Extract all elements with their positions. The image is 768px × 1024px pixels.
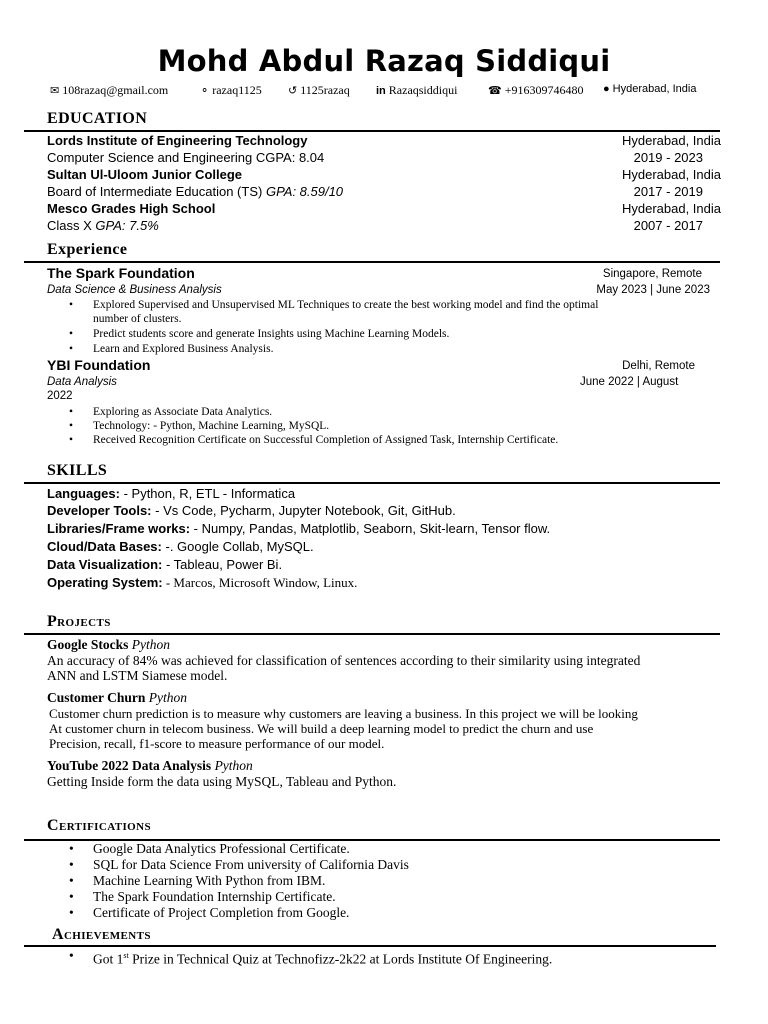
cert-item-5: • Certificate of Project Completion from Google. [69, 905, 350, 920]
project-desc-2-line-1: Customer churn prediction is to measure why customers are leaving a business. In this project we will be looking [49, 706, 638, 721]
project-title-3: YouTube 2022 Data Analysis Python [47, 758, 253, 773]
edu-school-2: Sultan Ul-Uloom Junior College [47, 167, 243, 182]
exp1-bullet-3: • Learn and Explored Business Analysis. [69, 343, 274, 355]
project-desc-2-line-2: At customer churn in telecom business. We will build a deep learning model to predict the churn and use [49, 721, 594, 736]
exp2-bullet-1: • Exploring as Associate Data Analytics. [69, 406, 273, 418]
cert-item-4: • The Spark Foundation Internship Certificate. [69, 889, 336, 904]
edu-dates-1: 2019 - 2023 [633, 150, 703, 165]
cert-item-3: • Machine Learning With Python from IBM. [69, 873, 326, 888]
projects-divider [24, 633, 720, 635]
achievements-heading: Achievements [52, 926, 151, 943]
skill-developer-tools: Developer Tools: - Vs Code, Pycharm, Jupyter Notebook, Git, GitHub. [47, 503, 456, 518]
experience-heading: Experience [47, 241, 128, 258]
skills-heading: SKILLS [47, 462, 108, 479]
linkedin-contact [376, 83, 457, 98]
project-desc-1-line-1: An accuracy of 84% was achieved for classification of sentences according to their similarity using integrated [47, 653, 641, 668]
skill-operating-system: Operating System: - Marcos, Microsoft Window, Linux. [47, 575, 358, 590]
exp-dates-2: June 2022 | August [580, 376, 679, 388]
linkedin-text: Razaqsiddiqui [388, 83, 458, 97]
skill-libraries: Libraries/Frame works: - Numpy, Pandas, Matplotlib, Seaborn, Skit-learn, Tensor flow. [47, 521, 551, 536]
leetcode-text: 1125razaq [300, 83, 350, 97]
education-divider [24, 130, 720, 132]
exp2-bullet-3: • Received Recognition Certificate on Successful Completion of Assigned Task, Internship Certificate. [69, 434, 559, 446]
edu-school-1: Lords Institute of Engineering Technology [47, 133, 308, 148]
leetcode-icon: ↺ [288, 85, 298, 97]
edu-place-2: Hyderabad, India [621, 167, 721, 182]
skill-data-visualization: Data Visualization: - Tableau, Power Bi. [47, 557, 283, 572]
exp-company-2: YBI Foundation [47, 357, 151, 373]
skill-cloud-databases: Cloud/Data Bases: -. Google Collab, MySQL. [47, 539, 314, 554]
projects-heading: Projects [47, 613, 111, 630]
github-text: razaq1125 [212, 83, 262, 97]
location-pin-icon: ● [603, 83, 610, 95]
experience-divider [24, 261, 720, 263]
achievements-divider [24, 945, 716, 947]
certifications-heading: Certifications [47, 817, 151, 834]
phone-contact [488, 83, 583, 98]
email-text: 108razaq@gmail.com [62, 83, 169, 97]
exp2-bullet-2: • Technology: - Python, Machine Learning, MySQL. [69, 420, 330, 432]
exp-dates-2-wrap: 2022 [47, 390, 73, 402]
location-text: Hyderabad, India [612, 83, 697, 95]
edu-detail-3: Class X GPA: 7.5% [47, 218, 159, 233]
project-title-2: Customer Churn Python [47, 690, 188, 705]
edu-dates-2: 2017 - 2019 [633, 184, 703, 199]
edu-place-3: Hyderabad, India [621, 201, 721, 216]
achievement-item-1: • Got 1st Prize in Technical Quiz at Technofizz-2k22 at Lords Institute Of Engineering. [69, 948, 553, 967]
edu-detail-1: Computer Science and Engineering CGPA: 8.04 [47, 150, 325, 165]
education-heading: EDUCATION [47, 110, 148, 127]
exp-company-1: The Spark Foundation [47, 265, 195, 281]
exp-location-1: Singapore, Remote [602, 268, 702, 280]
mail-icon: ✉ [50, 85, 60, 97]
skills-divider [24, 482, 720, 484]
edu-detail-2: Board of Intermediate Education (TS) GPA: 8.59/10 [47, 184, 344, 199]
exp1-bullet-1: • Explored Supervised and Unsupervised ML Techniques to create the best working model and find the optimal [69, 299, 599, 311]
location-contact [603, 83, 696, 95]
exp-role-1: Data Science & Business Analysis [47, 284, 222, 296]
skill-languages: Languages: - Python, R, ETL - Informatica [47, 486, 296, 501]
exp-dates-1: May 2023 | June 2023 [596, 284, 710, 296]
project-desc-3-line-1: Getting Inside form the data using MySQL, Tableau and Python. [47, 774, 397, 789]
edu-dates-3: 2007 - 2017 [633, 218, 703, 233]
linkedin-icon: in [376, 84, 386, 97]
email-contact [50, 83, 168, 98]
project-title-1: Google Stocks Python [47, 637, 171, 652]
exp1-bullet-2: • Predict students score and generate Insights using Machine Learning Models. [69, 328, 450, 340]
leetcode-contact [288, 83, 350, 98]
github-contact [200, 83, 262, 98]
exp-location-2: Delhi, Remote [622, 360, 695, 372]
exp-role-2: Data Analysis [47, 376, 117, 388]
github-icon: ⚬ [200, 85, 210, 97]
cert-item-2: • SQL for Data Science From university of California Davis [69, 857, 409, 872]
phone-text: +916309746480 [504, 83, 584, 97]
edu-place-1: Hyderabad, India [621, 133, 721, 148]
edu-school-3: Mesco Grades High School [47, 201, 216, 216]
cert-item-1: • Google Data Analytics Professional Certificate. [69, 841, 350, 856]
project-desc-2-line-3: Precision, recall, f1-score to measure performance of our model. [49, 736, 385, 751]
resume-name: Mohd Abdul Razaq Siddiqui [157, 44, 611, 78]
phone-icon: ☎ [488, 85, 502, 97]
exp1-bullet-1-cont: number of clusters. [93, 313, 182, 325]
project-desc-1-line-2: ANN and LSTM Siamese model. [47, 668, 228, 683]
